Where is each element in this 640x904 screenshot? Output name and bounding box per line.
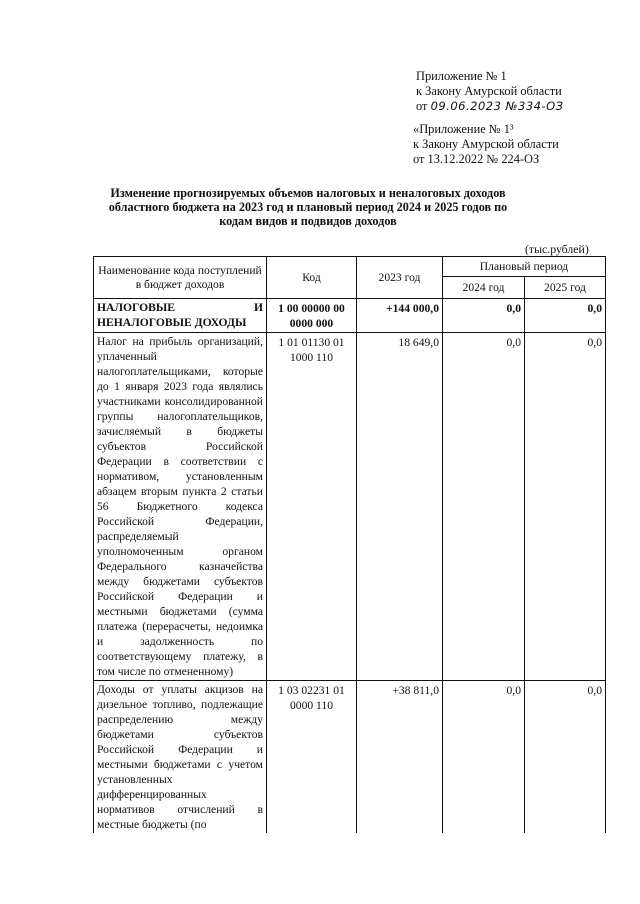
quoted-law-date: от 13.12.2022 № 224-ОЗ: [413, 152, 540, 166]
col-header-2025: 2025 год: [525, 277, 606, 299]
appendix-date-line: [416, 99, 564, 114]
handwritten-date-number: 09.06.2023 №334-ОЗ: [430, 99, 564, 113]
row-value-2023: 18 649,0: [357, 333, 443, 681]
table-row: [94, 299, 606, 333]
row-value-2025: 0,0: [525, 333, 606, 681]
quoted-appendix-number: «Приложение № 1³: [413, 122, 514, 136]
col-header-2024: 2024 год: [443, 277, 525, 299]
row-value-2024: 0,0: [443, 681, 525, 834]
appendix-header: [416, 69, 564, 114]
row-name: Доходы от уплаты акцизов на дизельное топливо, подлежащие распределению между бюджетами субъектов Российской Федерации и местными бюджетами с учетом установленных дифференцированных нормативов отчислений в местные бюджеты (по: [94, 681, 267, 834]
row-code: 1 01 01130 01 1000 110: [267, 333, 357, 681]
table-row: [94, 333, 606, 681]
col-header-name: Наименование кода поступлений в бюджет доходов: [94, 257, 267, 299]
col-header-plan-period: Плановый период: [443, 257, 606, 277]
row-value-2024: 0,0: [443, 299, 525, 333]
row-code: 1 03 02231 01 0000 110: [267, 681, 357, 834]
col-header-2023: 2023 год: [357, 257, 443, 299]
row-value-2024: 0,0: [443, 333, 525, 681]
quoted-law-ref: к Закону Амурской области: [413, 137, 559, 151]
row-code: 1 00 00000 00 0000 000: [267, 299, 357, 333]
unit-note: (тыс.рублей): [525, 242, 589, 256]
date-prefix: от: [416, 99, 428, 113]
document-title: Изменение прогнозируемых объемов налоговых и неналоговых доходов областного бюджета на 2023 год и плановый период 2024 и 2025 годов по кодам видов и подвидов доходов: [108, 186, 508, 228]
table-row: [94, 681, 606, 834]
row-name: НАЛОГОВЫЕ И НЕНАЛОГОВЫЕ ДОХОДЫ: [94, 299, 267, 333]
row-value-2023: +38 811,0: [357, 681, 443, 834]
revenue-table: [93, 256, 606, 833]
col-header-code: Код: [267, 257, 357, 299]
quoted-appendix-header: [413, 122, 559, 167]
row-value-2023: +144 000,0: [357, 299, 443, 333]
appendix-law-ref: к Закону Амурской области: [416, 84, 562, 98]
row-value-2025: 0,0: [525, 681, 606, 834]
appendix-number: Приложение № 1: [416, 69, 507, 83]
row-value-2025: 0,0: [525, 299, 606, 333]
row-name: Налог на прибыль организаций, уплаченный налогоплательщиками, которые до 1 января 2023 года являлись участниками консолидированной группы налогоплательщиков, зачисляемый в бюджеты субъектов Российской Федерации в соответствии с нормативом, установленным абзацем вторым пункта 2 статьи 56 Бюджетного кодекса Российской Федерации, распределяемый уполномоченным органом Федерального казначейства между бюджетами субъектов Российской Федерации и местными бюджетами (сумма платежа (перерасчеты, недоимка и задолженность по соответствующему платежу, в том числе по отмененному): [94, 333, 267, 681]
